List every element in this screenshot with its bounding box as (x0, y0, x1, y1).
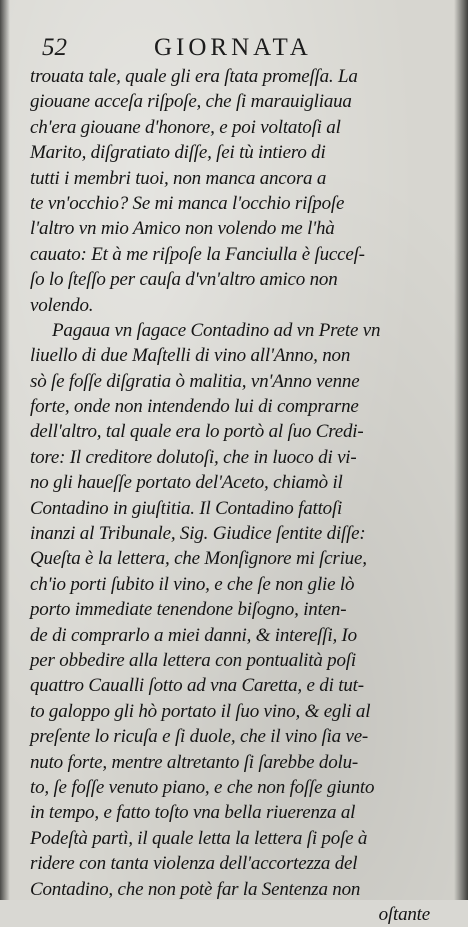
text-line: in tempo, e fatto toſto vna bella riuerenza al (30, 802, 356, 824)
text-line: preſente lo ricuſa e ſi duole, che il vino ſia ve- (30, 726, 369, 748)
text-line: quattro Caualli ſotto ad vna Caretta, e di tut- (30, 675, 364, 697)
text-line: tore: Il creditore dolutoſi, che in luoco di vi- (30, 446, 357, 468)
paragraph-start-line: Pagaua vn ſagace Contadino ad vn Prete vn (52, 319, 381, 341)
text-line: porto immediate tenendone biſogno, inten- (30, 599, 347, 621)
text-line: te vn'occhio? Se mi manca l'occhio riſpoſe (30, 192, 345, 214)
text-line: de di comprarlo a miei danni, & intereſſi, Io (30, 624, 357, 646)
text-line: no gli haueſſe portato del'Aceto, chiamò il (30, 472, 343, 494)
text-line: cauato: Et à me riſpoſe la Fanciulla è ſucceſ- (30, 243, 365, 265)
text-line: ſo lo ſteſſo per cauſa d'vn'altro amico non (30, 269, 338, 291)
text-line: liuello di due Maſtelli di vino all'Anno, non (30, 345, 351, 367)
text-line: to galoppo gli hò portato il ſuo vino, & egli al (30, 700, 371, 722)
text-line: tutti i membri tuoi, non manca ancora a (30, 167, 327, 189)
page-header (42, 34, 442, 68)
page-edge-shadow-right (454, 0, 468, 900)
text-line: forte, onde non intendendo lui di comprarne (30, 396, 359, 418)
running-title: GIORNATA (154, 34, 312, 61)
text-line: Contadino in giuſtitia. Il Contadino fattoſi (30, 497, 343, 519)
text-line: Queſta è la lettera, che Monſignore mi ſcriue, (30, 548, 367, 570)
body-text (30, 64, 436, 927)
text-line: sò ſe foſſe diſgratia ò malitia, vn'Anno venne (30, 370, 360, 392)
text-line: nuto forte, mentre altretanto ſi ſarebbe dolu- (30, 751, 359, 773)
text-line: inanzi al Tribunale, Sig. Giudice ſentite diſſe: (30, 523, 366, 545)
text-line: giouane acceſa riſpoſe, che ſi marauigliaua (30, 91, 352, 113)
text-line: ch'era giouane d'honore, e poi voltatoſi al (30, 116, 341, 138)
catchword: oſtante (378, 903, 430, 925)
text-line: trouata tale, quale gli era ſtata promeſſa. La (30, 66, 358, 87)
text-line: Contadino, che non potè far la Sentenza non (30, 878, 361, 900)
text-line: Podeſtà partì, il quale letta la lettera ſi poſe à (30, 827, 368, 849)
text-line: l'altro vn mio Amico non volendo me l'hà (30, 218, 335, 240)
text-line: ridere con tanta violenza dell'accortezza del (30, 853, 358, 875)
text-line: dell'altro, tal quale era lo portò al ſuo Credi- (30, 421, 364, 443)
text-line: per obbedire alla lettera con pontualità poſi (30, 649, 356, 671)
text-line: to, ſe foſſe venuto piano, e che non foſſe giunto (30, 776, 375, 798)
page-number: 52 (42, 34, 67, 61)
text-line: Marito, diſgratiato diſſe, ſei tù intiero di (30, 142, 326, 164)
page-edge-shadow-left (0, 0, 10, 900)
text-line: ch'io porti ſubito il vino, e che ſe non glie lò (30, 573, 355, 595)
text-line: volendo. (30, 294, 94, 316)
